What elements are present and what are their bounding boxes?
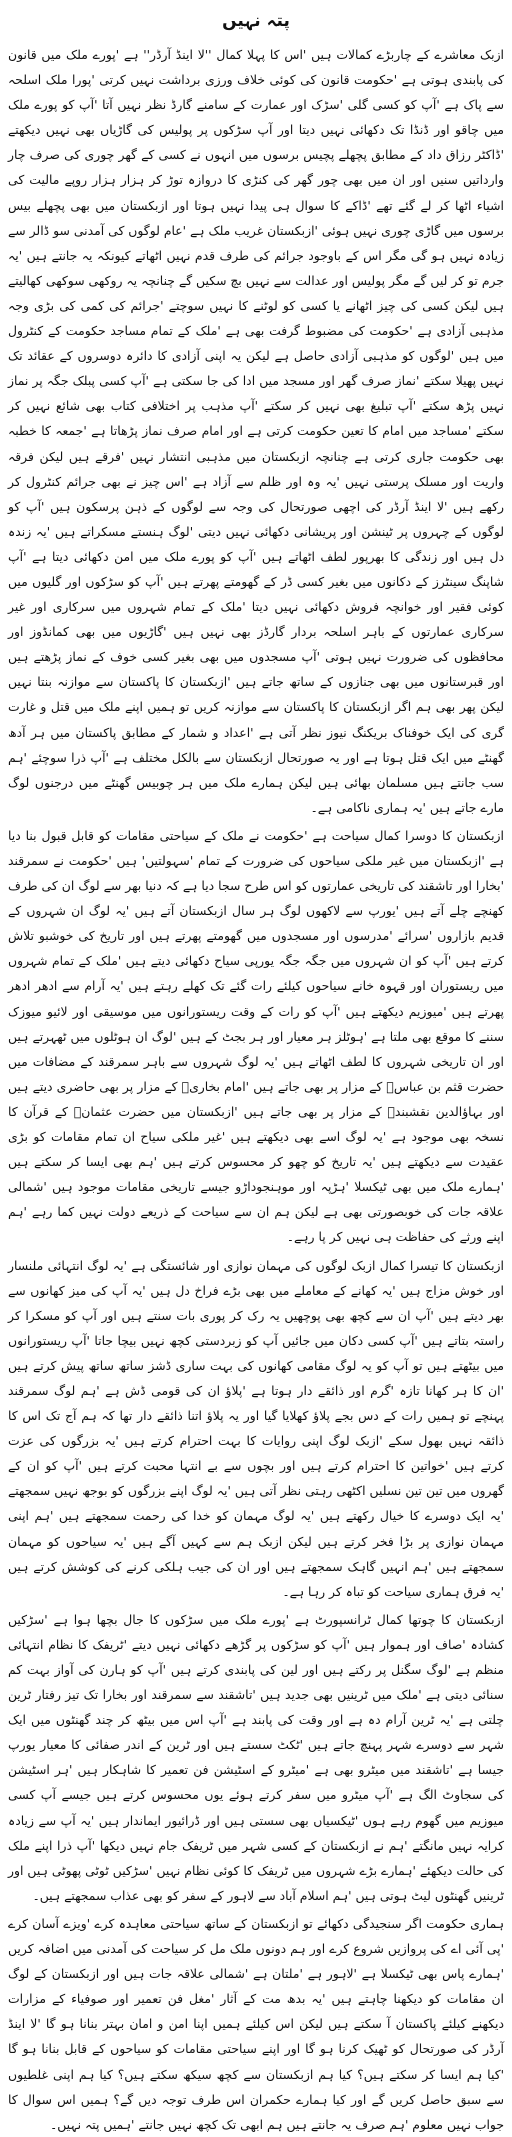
article-paragraph-4: ازبکستان کا چوتھا کمال ٹرانسپورٹ ہے 'پورے ملک میں سڑکوں کا جال بچھا ہوا ہے 'سڑکیں کشادہ 'صاف اور ہموار ہیں 'آپ کو سڑکوں پر گڑھے دکھائی نہیں دیتے 'ٹریفک کا نظام انتہائی منظم ہے 'لوگ سگنل پر رکتے ہیں اور لین کی پابندی کرتے ہیں 'آپ کو ہارن کی آواز بہت کم سنائی دیتی ہے 'ملک میں ٹرینیں بھی جدید ہیں 'تاشقند سے سمرقند اور بخارا تک تیز رفتار ٹرین چلتی ہے 'یہ ٹرین آرام دہ ہے اور وقت کی پابند ہے 'آپ اس میں بیٹھ کر چند گھنٹوں میں ایک شہر سے دوسرے شہر پہنچ جاتے ہیں 'ٹکٹ سستے ہیں اور ٹرین کے اندر صفائی کا معیار یورپ جیسا ہے 'تاشقند میں میٹرو بھی ہے 'میٹرو کے اسٹیشن فن تعمیر کا شاہکار ہیں 'ہر اسٹیشن کی سجاوٹ الگ ہے 'آپ میٹرو میں سفر کرتے ہوئے یوں محسوس کرتے ہیں جیسے آپ کسی میوزیم میں گھوم رہے ہوں 'ٹیکسیاں بھی سستی ہیں اور ڈرائیور ایماندار ہیں 'یہ آپ سے زیادہ کرایہ نہیں مانگتے 'ہم نے ازبکستان کے کسی شہر میں ٹریفک جام نہیں دیکھا 'آپ ذرا اپنے ملک کی حالت دیکھئے 'ہمارے بڑے شہروں میں ٹریفک کا کوئی نظام نہیں 'سڑکیں ٹوٹی پھوٹی ہیں اور ٹرینیں گھنٹوں لیٹ ہوتی ہیں 'ہم اسلام آباد سے لاہور کے سفر کو بھی عذاب سمجھتے ہیں۔ — [8, 1611, 504, 1903]
article-paragraph-2: ازبکستان کا دوسرا کمال سیاحت ہے 'حکومت نے ملک کے سیاحتی مقامات کو قابل قبول بنا دیا ہے 'ازبکستان میں غیر ملکی سیاحوں کی ضرورت کے تمام 'سہولتیں' ہیں 'حکومت نے سمرقند 'بخارا اور تاشقند کی تاریخی عمارتوں کو اس طرح سجا دیا ہے کہ دنیا بھر سے لوگ ان کی طرف کھنچے چلے آتے ہیں 'یورپ سے لاکھوں لوگ ہر سال ازبکستان آتے ہیں 'یہ لوگ ان شہروں کے قدیم بازاروں 'سرائے 'مدرسوں اور مسجدوں میں گھومتے پھرتے ہیں اور تاریخ کی خوشبو تلاش کرتے ہیں 'آپ کو ان شہروں میں جگہ جگہ یورپی سیاح دکھائی دیتے ہیں 'ملک کے تمام شہروں میں ریستوران اور قہوہ خانے سیاحوں کیلئے رات گئے تک کھلے رہتے ہیں 'یہ آرام سے ادھر ادھر پھرتے ہیں 'میوزیم دیکھتے ہیں 'آپ کو رات کے وقت ریستورانوں میں موسیقی اور لائیو میوزک سننے کا موقع بھی ملتا ہے 'ہوٹلز ہر معیار اور ہر بجٹ کے ہیں 'لوگ ان ہوٹلوں میں ٹھہرتے ہیں اور ان تاریخی شہروں کا لطف اٹھاتے ہیں 'یہ لوگ شہروں سے باہر سمرقند کے مضافات میں حضرت قثم بن عباسؓ کے مزار پر بھی جاتے ہیں 'امام بخاریؒ کے مزار پر بھی حاضری دیتے ہیں اور بہاؤالدین نقشبندؒ کے مزار پر بھی جاتے ہیں 'ازبکستان میں حضرت عثمانؓ کے قرآن کا نسخہ بھی موجود ہے 'یہ لوگ اسے بھی دیکھتے ہیں 'غیر ملکی سیاح ان تمام مقامات کو بڑی عقیدت سے دیکھتے ہیں 'یہ تاریخ کو چھو کر محسوس کرتے ہیں 'ہم بھی ایسا کر سکتے ہیں 'ہمارے ملک میں بھی ٹیکسلا 'ہڑپہ اور موہنجوداڑو جیسے تاریخی مقامات موجود ہیں 'شمالی علاقہ جات کی خوبصورتی بھی ہے لیکن ہم ان سے سیاحت کے ذریعے دولت نہیں کما رہے 'ہم اپنے ورثے کی حفاظت ہی نہیں کر پا رہے۔ — [8, 827, 504, 1245]
article-paragraph-3: ازبکستان کا تیسرا کمال ازبک لوگوں کی مہمان نوازی اور شائستگی ہے 'یہ لوگ انتہائی ملنسار اور خوش مزاج ہیں 'یہ کھانے کے معاملے میں بھی بڑے فراخ دل ہیں 'یہ آپ کی میز کھانوں سے بھر دیتے ہیں 'آپ ان سے کچھ بھی پوچھیں یہ رک کر پوری بات سنتے ہیں اور آپ کو مسکرا کر راستہ بتاتے ہیں 'آپ کسی دکان میں جائیں آپ کو زبردستی کچھ نہیں بیچا جاتا 'آپ ریستورانوں میں بیٹھتے ہیں تو آپ کو یہ لوگ مقامی کھانوں کی بہت ساری ڈشز ساتھ ساتھ پیش کرتے ہیں 'ان کا ہر کھانا تازہ 'گرم اور ذائقے دار ہوتا ہے 'پلاؤ ان کی قومی ڈش ہے 'ہم لوگ سمرقند پہنچے تو ہمیں رات کے دس بجے پلاؤ کھلایا گیا اور یہ پلاؤ اتنا ذائقے دار تھا کہ ہم آج تک اس کا ذائقہ نہیں بھول سکے 'ازبک لوگ اپنی روایات کا بہت احترام کرتے ہیں 'یہ بزرگوں کی عزت کرتے ہیں 'خواتین کا احترام کرتے ہیں اور بچوں سے بے انتہا محبت کرتے ہیں 'آپ کو ان کے گھروں میں تین تین نسلیں اکٹھی رہتی نظر آتی ہیں 'یہ لوگ اپنے بزرگوں کو بوجھ نہیں سمجھتے 'یہ ایک دوسرے کا خیال رکھتے ہیں 'یہ لوگ مہمان کو خدا کی رحمت سمجھتے ہیں 'ہم اپنی مہمان نوازی پر بڑا فخر کرتے ہیں لیکن ازبک ہم سے کہیں آگے ہیں 'یہ سیاحوں کو مہمان سمجھتے ہیں 'ہم انہیں گاہک سمجھتے ہیں اور ان کی جیب ہلکی کرنے کی کوشش کرتے ہیں 'یہ فرق ہماری سیاحت کو تباہ کر رہا ہے۔ — [8, 1257, 504, 1599]
article-headline: پتہ نہیں — [222, 11, 290, 31]
article-paragraph-1: ازبک معاشرے کے چاربڑے کمالات ہیں 'اس کا پہلا کمال ''لا اینڈ آرڈر'' ہے 'پورے ملک میں قانون کی پابندی ہوتی ہے 'حکومت قانون کی کوئی خلاف ورزی برداشت نہیں کرتی 'پورا ملک اسلحہ سے پاک ہے 'آپ کو کسی گلی 'سڑک اور عمارت کے سامنے گارڈ نظر نہیں آتا 'آپ کو پورے ملک میں چاقو اور ڈنڈا تک دکھائی نہیں دیتا اور آپ سڑکوں پر پولیس کی گاڑیاں بھی نہیں دیکھتے 'ڈاکٹر رزاق داد کے مطابق پچھلے پچیس برسوں میں انہوں نے کسی کے گھر چوری کی صرف چار وارداتیں سنیں اور ان میں بھی چور گھر کی کنڑی کا دروازہ توڑ کر ہزار ہزار روپے مالیت کی اشیاء اٹھا کر لے گئے تھے 'ڈاکے کا سوال ہی پیدا نہیں ہوتا اور ازبکستان میں بھی پچھلے بیس برسوں میں گاڑی چوری نہیں ہوئی 'ازبکستان غریب ملک ہے 'عام لوگوں کی آمدنی سو ڈالر سے زیادہ نہیں ہو گی مگر اس کے باوجود جرائم کی طرف قدم نہیں اٹھاتے کیونکہ یہ جانتے ہیں 'یہ جرم تو کر لیں گے مگر پولیس اور عدالت سے نہیں بچ سکیں گے چنانچہ یہ روکھی سوکھی کھالیتے ہیں لیکن کسی کی چیز اٹھانے یا کسی کو لوٹنے کا نہیں سوچتے 'جرائم کی کمی کی بڑی وجہ مذہبی آزادی ہے 'حکومت کی مضبوط گرفت بھی ہے 'ملک کے تمام مساجد حکومت کے کنٹرول میں ہیں 'لوگوں کو مذہبی آزادی حاصل ہے لیکن یہ اپنی آزادی کا دائرہ دوسروں کے عقائد تک نہیں پھیلا سکتے 'نماز صرف گھر اور مسجد میں ادا کی جا سکتی ہے 'آپ کسی پبلک جگہ پر نماز نہیں پڑھ سکتے 'آپ تبلیغ بھی نہیں کر سکتے 'آپ مذہب پر اختلافی کتاب بھی شائع نہیں کر سکتے 'مساجد میں امام کا تعین حکومت کرتی ہے اور امام صرف نماز پڑھاتا ہے 'جمعہ کا خطبہ بھی حکومت جاری کرتی ہے چنانچہ ازبکستان میں مذہبی انتشار نہیں 'فرقے ہیں لیکن فرقہ واریت اور مسلک پرستی نہیں 'یہ وہ اور ظلم سے آزاد ہے 'اس چیز نے بھی جرائم کنٹرول کر رکھے ہیں 'لا اینڈ آرڈر کی اچھی صورتحال کی وجہ سے لوگوں کے ذہن پرسکون ہیں 'آپ کو لوگوں کے چہروں پر ٹینشن اور پریشانی دکھائی نہیں دیتی 'لوگ ہنستے مسکراتے ہیں 'یہ زندہ دل ہیں اور زندگی کا بھرپور لطف اٹھاتے ہیں 'آپ کو پورے ملک میں امن دکھائی دیتا ہے 'آپ شاپنگ سینٹرز کے دکانوں میں بغیر کسی ڈر کے گھومتے پھرتے ہیں 'آپ کو سڑکوں اور گلیوں میں کوئی فقیر اور خوانچہ فروش دکھائی نہیں دیتا 'ملک کے تمام شہروں میں سرکاری اور غیر سرکاری عمارتوں کے باہر اسلحہ بردار گارڈز بھی نہیں ہیں 'گاڑیوں میں بھی کمانڈوز اور محافظوں کی ضرورت نہیں ہوتی 'آپ مسجدوں میں بھی بغیر کسی خوف کے نماز پڑھتے ہیں اور قبرستانوں میں بھی جنازوں کے ساتھ جاتے ہیں 'ازبکستان کا پاکستان سے موازنہ بنتا نہیں لیکن پھر بھی ہم اگر ازبکستان کا پاکستان سے موازنہ کریں تو ہمیں اپنے ملک میں قتل و غارت گری کی ایک خوفناک بریکنگ نیوز نظر آتی ہے 'اعداد و شمار کے مطابق پاکستان میں ہر آدھ گھنٹے میں ایک قتل ہوتا ہے اور یہ صورتحال ازبکستان سے بالکل مختلف ہے 'آپ ذرا سوچئے 'ہم سب جانتے ہیں مسلمان بھائی ہیں لیکن ہمارے ملک میں ہر چوبیس گھنٹے میں درجنوں لوگ مارے جاتے ہیں 'یہ ہماری ناکامی ہے۔ — [8, 47, 504, 815]
article-paragraph-5: ہماری حکومت اگر سنجیدگی دکھائے تو ازبکستان کے ساتھ سیاحتی معاہدہ کرے 'ویزے آسان کرے 'پی آئی اے کی پروازیں شروع کرے اور ہم دونوں ملک مل کر سیاحت کی آمدنی میں اضافہ کریں 'ہمارے پاس بھی ٹیکسلا ہے 'لاہور ہے 'ملتان ہے 'شمالی علاقہ جات ہیں اور ازبکستان کے لوگ ان مقامات کو دیکھنا چاہتے ہیں 'یہ بدھ مت کے آثار 'مغل فن تعمیر اور صوفیاء کے مزارات دیکھنے کیلئے پاکستان آ سکتے ہیں لیکن اس کیلئے ہمیں اپنا امن و امان بہتر بنانا ہو گا 'لا اینڈ آرڈر کی صورتحال کو ٹھیک کرنا ہو گا اور اپنے سیاحتی مقامات کو سیاحوں کے قابل بنانا ہو گا 'کیا ہم ایسا کر سکتے ہیں؟ کیا ہم ازبکستان سے کچھ سیکھ سکتے ہیں؟ کیا ہم اپنی غلطیوں سے سبق حاصل کریں گے اور کیا ہمارے حکمران اس طرف توجہ دیں گے؟ ہمیں اس سوال کا جواب نہیں معلوم 'ہم صرف یہ جانتے ہیں ہم ابھی تک کچھ نہیں جانتے 'ہمیں پتہ نہیں۔ — [8, 1915, 504, 2132]
